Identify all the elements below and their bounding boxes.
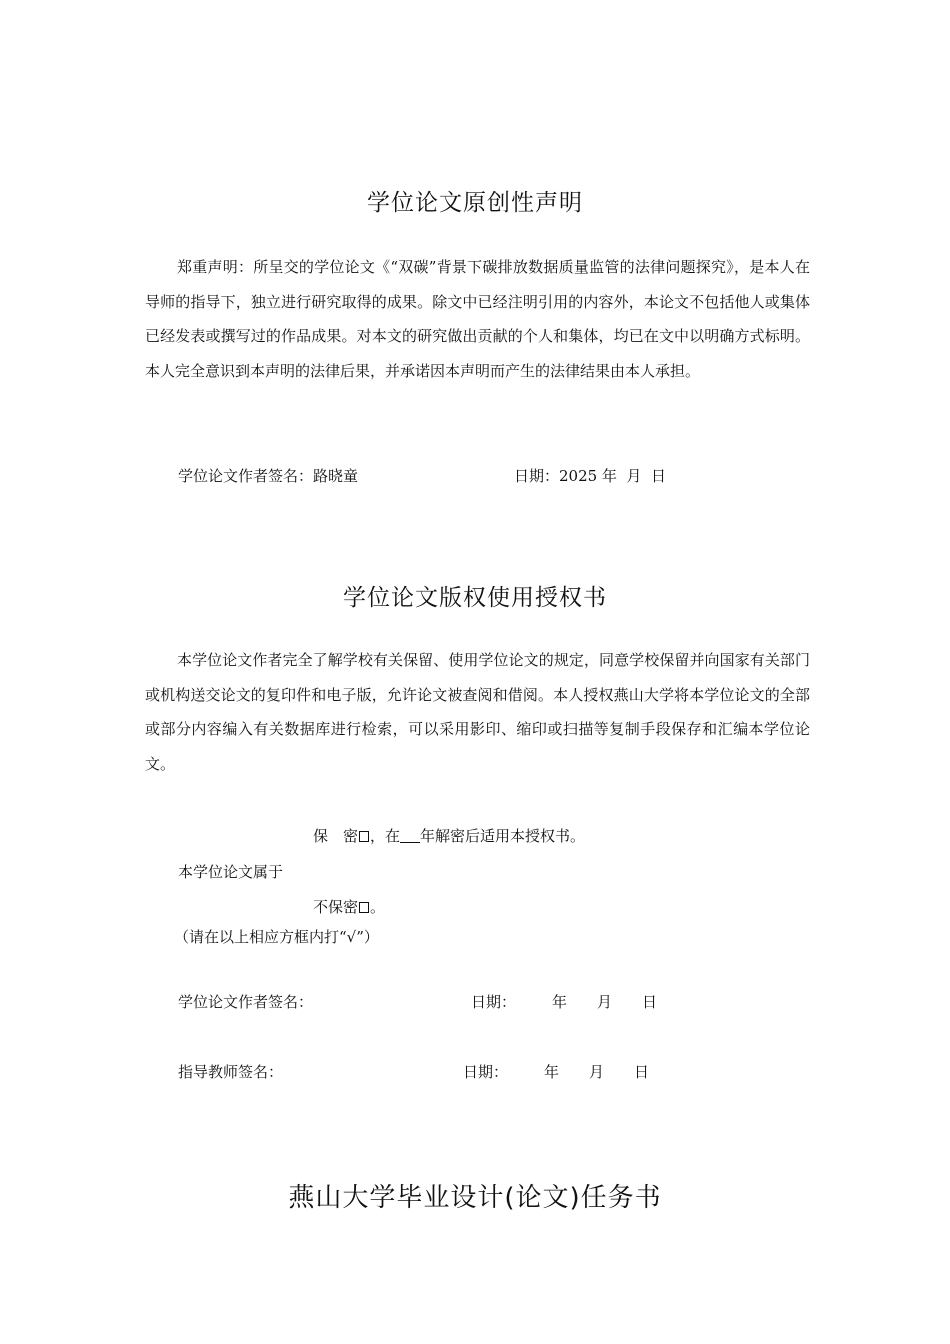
declaration-body: 郑重声明：所呈交的学位论文《“双碳”背景下碳排放数据质量监管的法律问题探究》，是本人在导师的指导下，独立进行研究取得的成果。除文中已经注明引用的内容外，本论文不包括他人或集体已经发表或撰写过的作品成果。对本文的研究做出贡献的个人和集体，均已在文中以明确方式标明。本人完全意识到本声明的法律后果，并承诺因本声明而产生的法律结果由本人承担。 [145, 258, 810, 380]
advisor-date [463, 1062, 649, 1082]
belongs-label: 本学位论文属于 [178, 863, 284, 881]
nonconfidential-suffix: 。 [370, 898, 386, 916]
auth-author-date-label: 日期： [471, 993, 517, 1011]
auth-author-signature-label: 学位论文作者签名： [178, 993, 314, 1011]
task-book-title: 燕山大学毕业设计(论文)任务书 [288, 1183, 662, 1213]
auth-author-date [471, 992, 657, 1012]
declaration-author-signature [178, 466, 358, 486]
check-instruction: （请在以上相应方框内打“√”） [174, 928, 379, 946]
nonconfidential-label: 不保密 [313, 898, 359, 916]
nonconfidential-option [313, 897, 385, 917]
confidential-suffix: 年解密后适用本授权书。 [420, 827, 586, 845]
authorization-title: 学位论文版权使用授权书 [343, 585, 607, 611]
author-name: 路晓童 [313, 467, 359, 485]
authorization-body: 本学位论文作者完全了解学校有关保留、使用学位论文的规定，同意学校保留并向国家有关部门或机构送交论文的复印件和电子版，允许论文被查阅和借阅。本人授权燕山大学将本学位论文的全部或部分内容编入有关数据库进行检索，可以采用影印、缩印或扫描等复制手段保存和汇编本学位论文。 [145, 651, 810, 773]
confidential-mid: ，在 [370, 827, 401, 845]
confidential-label: 保 密 [313, 827, 359, 845]
confidential-option [313, 826, 585, 846]
advisor-date-value: 年 月 日 [544, 1063, 650, 1081]
advisor-date-label: 日期： [463, 1063, 509, 1081]
date-label: 日期： [514, 467, 560, 485]
confidential-checkbox[interactable] [359, 831, 369, 842]
advisor-signature-label: 指导教师签名： [178, 1063, 284, 1081]
author-signature-label: 学位论文作者签名： [178, 467, 314, 485]
decrypt-years-blank[interactable] [400, 828, 420, 843]
declaration-title: 学位论文原创性声明 [367, 190, 583, 216]
auth-author-date-value: 年 月 日 [552, 993, 658, 1011]
nonconfidential-checkbox[interactable] [359, 902, 369, 913]
date-value: 2025 年 月 日 [559, 467, 667, 485]
declaration-date [514, 466, 666, 486]
